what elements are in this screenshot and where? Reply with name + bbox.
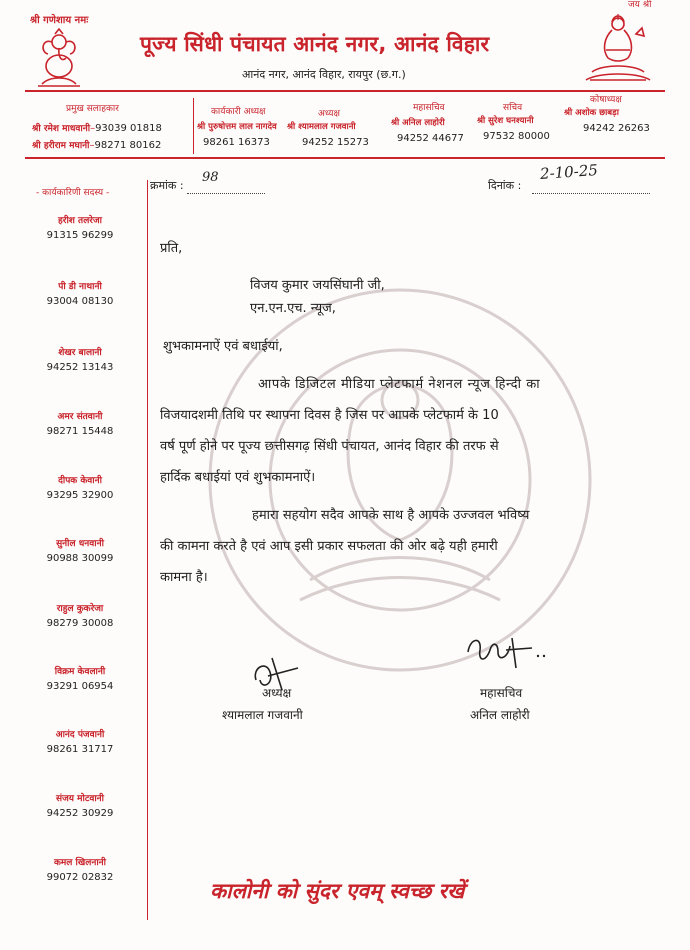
executive-member [30,664,130,692]
ganesh-logo-icon [28,28,90,90]
para1-line1: आपके डिजिटल मीडिया प्लेटफार्म नेशनल न्यूज हिन्दी का [258,377,541,392]
member-name: हरीश तलरेजा [58,216,102,226]
member-name: दीपक केवानी [58,476,102,486]
general-secretary-signatory-title: महासचिव [480,686,523,700]
president-name: श्री श्यामलाल गजवानी [287,122,356,132]
treasurer-role: कोषाध्यक्ष [590,95,622,105]
para1-line4: हार्दिक बधाईयां एवं शुभकामनाऐं। [160,470,316,485]
executive-member [30,345,130,373]
date-dotted-line [532,193,650,194]
president-signatory-title: अध्यक्ष [262,686,292,700]
secretary-phone: 97532 80000 [483,131,550,142]
general-secretary-name: श्री अनिल लाहोरी [391,118,445,128]
invocation-text: श्री गणेशाय नमः [30,15,89,26]
president-signatory-name: श्यामलाल गजवानी [222,708,303,722]
recipient-name: विजय कुमार जयसिंघानी जी, [250,278,385,293]
general-secretary-signatory-name: अनिल लाहोरी [470,708,530,722]
secretary-name: श्री सुरेश घनश्यानी [477,116,534,126]
greeting: शुभकामनाऐं एवं बधाईयां, [163,339,283,354]
general-secretary-role: महासचिव [413,103,445,113]
working-president-phone: 98261 16373 [203,137,270,148]
footer-slogan: कालोनी को सुंदर एवम् स्वच्छ रखें [210,878,465,903]
para2-line3: कामना है। [160,570,208,585]
member-phone: 91315 96299 [46,230,114,241]
executive-members-title: - कार्यकारिणी सदस्य - [36,188,110,198]
chief-advisor-2: श्री हरीराम मघानी–98271 80162 [32,140,162,151]
para2-line2: की कामना करते है एवं आप इसी प्रकार सफलता की ओर बढ़े यही हमारी [160,539,498,554]
executive-member [30,409,130,437]
date-value: 2-10-25 [539,161,599,183]
member-phone: 98279 30008 [46,618,114,629]
executive-member [30,473,130,501]
executive-member [30,279,130,307]
para1-line3: वर्ष पूर्ण होने पर पूज्य छत्तीसगढ़ सिंधी पंचायत, आनंद विहार की तरफ से [160,439,499,454]
executive-member [30,727,130,755]
date-label: दिनांक : [488,179,522,192]
ref-number: 98 [202,170,219,185]
treasurer-phone: 94242 26263 [583,123,650,134]
member-phone: 93295 32900 [46,490,114,501]
member-phone: 94252 13143 [46,362,114,373]
saint-logo-icon [578,10,658,90]
member-name: सुनील धनवानी [56,539,104,549]
member-name: अमर संतवानी [57,412,103,422]
recipient-org: एन.एन.एच. न्यूज, [250,301,336,316]
member-name: संजय मोटवानी [55,794,105,804]
member-name: कमल खिलनानी [54,858,106,868]
working-president-name: श्री पुरुषोत्तम लाल नागदेव [197,122,277,132]
chief-advisor-1-name: श्री रमेश माधवानी [32,124,91,134]
executive-member [30,213,130,241]
chief-advisor-1-phone: 93039 01818 [95,123,162,134]
executive-member [30,855,130,883]
chief-advisor-2-name: श्री हरीराम मघानी [32,141,90,151]
member-name: शेखर बालानी [58,348,102,358]
side-divider [147,180,148,920]
member-name: विक्रम केवलानी [54,667,106,677]
chief-advisor-role: प्रमुख सलाहकार [66,104,119,114]
organization-title: पूज्य सिंधी पंचायत आनंद नगर, आनंद विहार [140,32,490,56]
header-divider [25,90,665,92]
executive-member [30,601,130,629]
officials-separator [193,98,194,154]
executive-member [30,791,130,819]
working-president-role: कार्यकारी अध्यक्ष [211,107,266,117]
member-phone: 99072 02832 [46,872,114,883]
member-phone: 93004 08130 [46,296,114,307]
organization-address: आनंद नगर, आनंद विहार, रायपुर (छ.ग.) [242,68,406,81]
member-name: आनंद पंजवानी [55,730,105,740]
president-phone: 94252 15273 [302,137,369,148]
member-phone: 90988 30099 [46,553,114,564]
chief-advisor-2-phone: 98271 80162 [94,140,162,151]
para1-line2: विजयादशमी तिथि पर स्थापना दिवस है जिस पर आपके प्लेटफार्म के 10 [160,408,499,423]
executive-member [30,536,130,564]
member-phone: 94252 30929 [46,808,114,819]
officials-divider [25,157,665,159]
salutation: प्रति, [160,241,183,256]
general-secretary-signature-icon [462,628,552,673]
president-role: अध्यक्ष [318,109,340,119]
member-phone: 98271 15448 [46,426,114,437]
member-phone: 98261 31717 [46,744,114,755]
member-name: राहुल कुकरेजा [56,604,104,614]
member-phone: 93291 06954 [46,681,114,692]
chief-advisor-1: श्री रमेश माधवानी–93039 01818 [32,123,162,134]
general-secretary-phone: 94252 44677 [397,133,464,144]
treasurer-name: श्री अशोक छाबड़ा [564,108,619,118]
member-name: पी डी नाथानी [58,282,102,292]
ref-label: क्रमांक : [150,179,184,192]
ref-dotted-line [187,193,265,194]
para2-line1: हमारा सहयोग सदैव आपके साथ है आपके उज्जवल भविष्य [252,508,530,523]
top-right-text: जय श्री [628,0,652,10]
secretary-role: सचिव [503,103,523,113]
